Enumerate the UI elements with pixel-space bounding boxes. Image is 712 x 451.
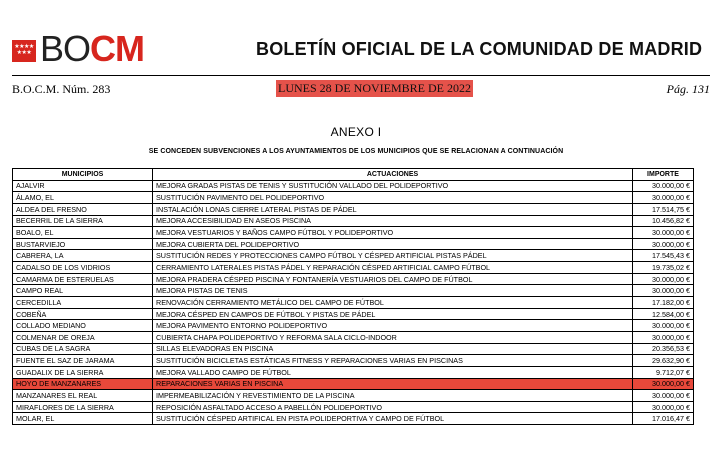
cell-municipio: COLLADO MEDIANO [13, 320, 153, 332]
table-row [13, 250, 694, 262]
table-row [13, 413, 694, 425]
cell-importe: 30.000,00 € [633, 331, 694, 343]
table-row [13, 262, 694, 274]
cell-importe: 30.000,00 € [633, 401, 694, 413]
table-row [13, 180, 694, 192]
table-row [13, 273, 694, 285]
cell-municipio: BECERRIL DE LA SIERRA [13, 215, 153, 227]
cell-importe: 30.000,00 € [633, 180, 694, 192]
cell-actuacion: SUSTITUCIÓN PAVIMENTO DEL POLIDEPORTIVO [153, 192, 633, 204]
cell-municipio: CERCEDILLA [13, 297, 153, 309]
cell-actuacion: MEJORA PAVIMENTO ENTORNO POLIDEPORTIVO [153, 320, 633, 332]
table-row [13, 238, 694, 250]
cell-importe: 30.000,00 € [633, 320, 694, 332]
cell-actuacion: MEJORA PRADERA CÉSPED PISCINA Y FONTANERÍA VESTUARIOS DEL CAMPO DE FÚTBOL [153, 273, 633, 285]
cell-actuacion: MEJORA CUBIERTA DEL POLIDEPORTIVO [153, 238, 633, 250]
madrid-flag-icon [12, 40, 36, 62]
cell-importe: 19.735,02 € [633, 262, 694, 274]
cell-importe: 29.632,90 € [633, 355, 694, 367]
document-header [12, 28, 712, 72]
subsidies-table [12, 168, 694, 425]
table-header-row [13, 169, 694, 181]
cell-importe: 30.000,00 € [633, 285, 694, 297]
cell-municipio: CABRERA, LA [13, 250, 153, 262]
table-row [13, 203, 694, 215]
cell-importe: 9.712,07 € [633, 366, 694, 378]
cell-actuacion: REPOSICIÓN ASFALTADO ACCESO A PABELLÓN POLIDEPORTIVO [153, 401, 633, 413]
cell-importe: 30.000,00 € [633, 378, 694, 390]
cell-municipio: BUSTARVIEJO [13, 238, 153, 250]
cell-municipio: COLMENAR DE OREJA [13, 331, 153, 343]
cell-municipio: GUADALIX DE LA SIERRA [13, 366, 153, 378]
cell-actuacion: SUSTITUCIÓN REDES Y PROTECCIONES CAMPO FÚTBOL Y CÉSPED ARTIFICIAL PISTAS PÁDEL [153, 250, 633, 262]
bulletin-meta-line [12, 80, 710, 98]
cell-actuacion: SUSTITUCIÓN CÉSPED ARTIFICAL EN PISTA POLIDEPORTIVA Y CAMPO DE FÚTBOL [153, 413, 633, 425]
cell-actuacion: MEJORA ACCESIBILIDAD EN ASEOS PISCINA [153, 215, 633, 227]
cell-importe: 30.000,00 € [633, 227, 694, 239]
cell-actuacion: MEJORA VESTUARIOS Y BAÑOS CAMPO FÚTBOL Y POLIDEPORTIVO [153, 227, 633, 239]
column-header-importe: IMPORTE [633, 169, 694, 181]
table-row [13, 366, 694, 378]
cell-municipio: MANZANARES EL REAL [13, 390, 153, 402]
cell-municipio: ALDEA DEL FRESNO [13, 203, 153, 215]
table-row [13, 331, 694, 343]
cell-importe: 12.584,00 € [633, 308, 694, 320]
annex-title: ANEXO I [330, 125, 382, 139]
cell-municipio: BOALO, EL [13, 227, 153, 239]
table-row [13, 320, 694, 332]
cell-actuacion: IMPERMEABILIZACIÓN Y REVESTIMIENTO DE LA PISCINA [153, 390, 633, 402]
logo-text-cm: CM [90, 28, 145, 69]
table-row [13, 227, 694, 239]
cell-actuacion: MEJORA GRADAS PISTAS DE TENIS Y SUSTITUCIÓN VALLADO DEL POLIDEPORTIVO [153, 180, 633, 192]
bulletin-number: B.O.C.M. Núm. 283 [12, 82, 111, 96]
cell-importe: 17.016,47 € [633, 413, 694, 425]
cell-importe: 30.000,00 € [633, 390, 694, 402]
table-row [13, 401, 694, 413]
table-row [13, 297, 694, 309]
column-header-actuaciones: ACTUACIONES [153, 169, 633, 181]
column-header-municipios: MUNICIPIOS [13, 169, 153, 181]
cell-municipio: MIRAFLORES DE LA SIERRA [13, 401, 153, 413]
cell-importe: 10.456,82 € [633, 215, 694, 227]
journal-title: BOLETÍN OFICIAL DE LA COMUNIDAD DE MADRID [256, 39, 703, 59]
cell-actuacion: REPARACIONES VARIAS EN PISCINA [153, 378, 633, 390]
cell-importe: 30.000,00 € [633, 192, 694, 204]
logo-wordmark [40, 28, 145, 69]
cell-importe: 17.514,75 € [633, 203, 694, 215]
cell-actuacion: INSTALACIÓN LONAS CIERRE LATERAL PISTAS DE PÁDEL [153, 203, 633, 215]
page-number: Pág. 131 [666, 82, 710, 96]
cell-municipio: HOYO DE MANZANARES [13, 378, 153, 390]
cell-importe: 30.000,00 € [633, 238, 694, 250]
cell-actuacion: SUSTITUCIÓN BICICLETAS ESTÁTICAS FITNESS Y REPARACIONES VARIAS EN PISCINAS [153, 355, 633, 367]
bulletin-date: LUNES 28 DE NOVIEMBRE DE 2022 [278, 81, 471, 95]
cell-municipio: FUENTE EL SAZ DE JARAMA [13, 355, 153, 367]
cell-actuacion: CERRAMIENTO LATERALES PISTAS PÁDEL Y REPARACIÓN CÉSPED ARTIFICIAL CAMPO FÚTBOL [153, 262, 633, 274]
table-body [13, 180, 694, 424]
cell-importe: 20.356,53 € [633, 343, 694, 355]
table-row [13, 192, 694, 204]
table-row [13, 215, 694, 227]
cell-municipio: CAMARMA DE ESTERUELAS [13, 273, 153, 285]
flag-stars: ★★★★ ★★★ [14, 44, 34, 56]
table-row [13, 308, 694, 320]
table-row [13, 355, 694, 367]
cell-actuacion: MEJORA CÉSPED EN CAMPOS DE FÚTBOL Y PISTAS DE PÁDEL [153, 308, 633, 320]
cell-actuacion: MEJORA PISTAS DE TENIS [153, 285, 633, 297]
cell-importe: 17.182,00 € [633, 297, 694, 309]
cell-importe: 17.545,43 € [633, 250, 694, 262]
cell-municipio: CADALSO DE LOS VIDRIOS [13, 262, 153, 274]
bocm-logo [12, 28, 145, 69]
cell-actuacion: SILLAS ELEVADORAS EN PISCINA [153, 343, 633, 355]
cell-actuacion: RENOVACIÓN CERRAMIENTO METÁLICO DEL CAMPO DE FÚTBOL [153, 297, 633, 309]
cell-municipio: ÁLAMO, EL [13, 192, 153, 204]
cell-actuacion: MEJORA VALLADO CAMPO DE FÚTBOL [153, 366, 633, 378]
table-row [13, 343, 694, 355]
table-row [13, 378, 694, 390]
cell-municipio: AJALVIR [13, 180, 153, 192]
cell-actuacion: CUBIERTA CHAPA POLIDEPORTIVO Y REFORMA SALA CICLO-INDOOR [153, 331, 633, 343]
logo-text-bo: BO [40, 28, 91, 69]
table-row [13, 390, 694, 402]
cell-importe: 30.000,00 € [633, 273, 694, 285]
cell-municipio: CUBAS DE LA SAGRA [13, 343, 153, 355]
annex-subtitle: SE CONCEDEN SUBVENCIONES A LOS AYUNTAMIENTOS DE LOS MUNICIPIOS QUE SE RELACIONAN A CONTINUACIÓN [148, 148, 564, 155]
table-row [13, 285, 694, 297]
cell-municipio: COBEÑA [13, 308, 153, 320]
cell-municipio: CAMPO REAL [13, 285, 153, 297]
header-rule [12, 75, 710, 76]
cell-municipio: MOLAR, EL [13, 413, 153, 425]
